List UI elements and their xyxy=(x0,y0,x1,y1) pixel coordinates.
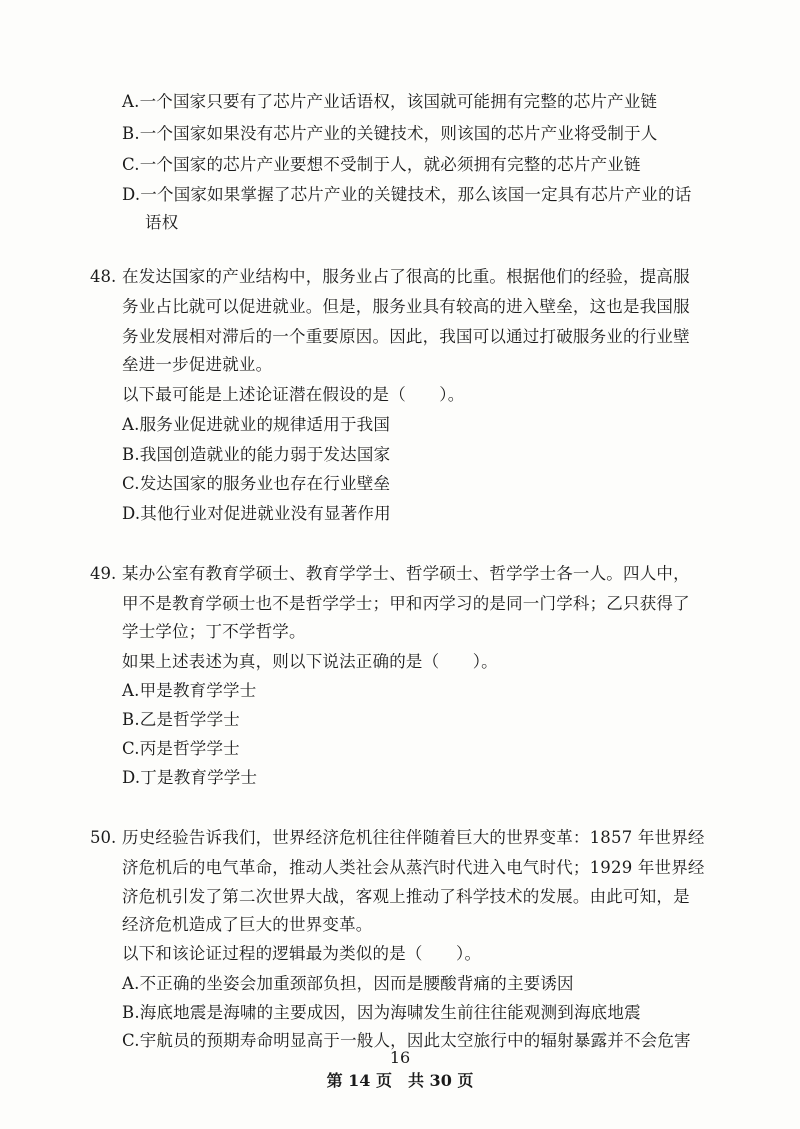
q50-stem-line-2: 济危机后的电气革命，推动人类社会从蒸汽时代进入电气时代；1929 年世界经 xyxy=(122,858,705,877)
q49-stem-line-1: 某办公室有教育学硕士、教育学学士、哲学硕士、哲学学士各一人。四人中， xyxy=(122,564,690,583)
q50-stem-line-3: 济危机引发了第二次世界大战，客观上推动了科学技术的发展。由此可知，是 xyxy=(122,887,690,906)
q49-option-c: C.丙是哲学学士 xyxy=(122,739,240,758)
page-number: 16 xyxy=(389,1048,411,1067)
q48-stem-line-4: 垒进一步促进就业。 xyxy=(122,355,273,374)
q48-stem-line-2: 务业占比就可以促进就业。但是，服务业具有较高的进入壁垒，这也是我国服 xyxy=(122,297,690,316)
q47-option-a: A.一个国家只要有了芯片产业话语权，该国就可能拥有完整的芯片产业链 xyxy=(122,92,658,111)
q48-option-c: C.发达国家的服务业也存在行业壁垒 xyxy=(122,474,391,493)
q49-question: 如果上述表述为真，则以下说法正确的是（ ）。 xyxy=(122,652,498,671)
q47-option-b: B.一个国家如果没有芯片产业的关键技术，则该国的芯片产业将受制于人 xyxy=(122,124,658,143)
q47-option-d-continued: 语权 xyxy=(145,213,179,232)
page-footer: 第 14 页 共 30 页 xyxy=(326,1071,474,1090)
q49-stem-line-2: 甲不是教育学硕士也不是哲学学士；甲和丙学习的是同一门学科；乙只获得了 xyxy=(122,594,690,613)
q47-option-c: C.一个国家的芯片产业要想不受制于人，就必须拥有完整的芯片产业链 xyxy=(122,155,641,174)
q49-option-d: D.丁是教育学学士 xyxy=(122,768,258,787)
q49-option-b: B.乙是哲学学士 xyxy=(122,710,240,729)
q50-number: 50. xyxy=(90,828,117,847)
q49-stem-line-3: 学士学位；丁不学哲学。 xyxy=(122,622,306,641)
q48-option-a: A.服务业促进就业的规律适用于我国 xyxy=(122,415,391,434)
q50-stem-line-1: 历史经验告诉我们，世界经济危机往往伴随着巨大的世界变革：1857 年世界经 xyxy=(122,828,705,847)
q50-question: 以下和该论证过程的逻辑最为类似的是（ ）。 xyxy=(122,944,482,963)
q50-option-a: A.不正确的坐姿会加重颈部负担，因而是腰酸背痛的主要诱因 xyxy=(122,974,574,993)
q49-option-a: A.甲是教育学学士 xyxy=(122,681,257,700)
q50-option-c: C.宇航员的预期寿命明显高于一般人，因此太空旅行中的辐射暴露并不会危害 xyxy=(122,1031,691,1050)
q48-number: 48. xyxy=(90,267,117,286)
q50-option-b: B.海底地震是海啸的主要成因，因为海啸发生前往往能观测到海底地震 xyxy=(122,1003,641,1022)
q47-option-d: D.一个国家如果掌握了芯片产业的关键技术，那么该国一定具有芯片产业的话 xyxy=(122,185,692,204)
q48-option-d: D.其他行业对促进就业没有显著作用 xyxy=(122,504,391,523)
q48-option-b: B.我国创造就业的能力弱于发达国家 xyxy=(122,445,391,464)
q48-question: 以下最可能是上述论证潜在假设的是（ ）。 xyxy=(122,385,465,404)
q48-stem-line-3: 务业发展相对滞后的一个重要原因。因此，我国可以通过打破服务业的行业壁 xyxy=(122,327,690,346)
q49-number: 49. xyxy=(90,564,117,583)
q50-stem-line-4: 经济危机造成了巨大的世界变革。 xyxy=(122,915,373,934)
q48-stem-line-1: 在发达国家的产业结构中，服务业占了很高的比重。根据他们的经验，提高服 xyxy=(122,267,690,286)
